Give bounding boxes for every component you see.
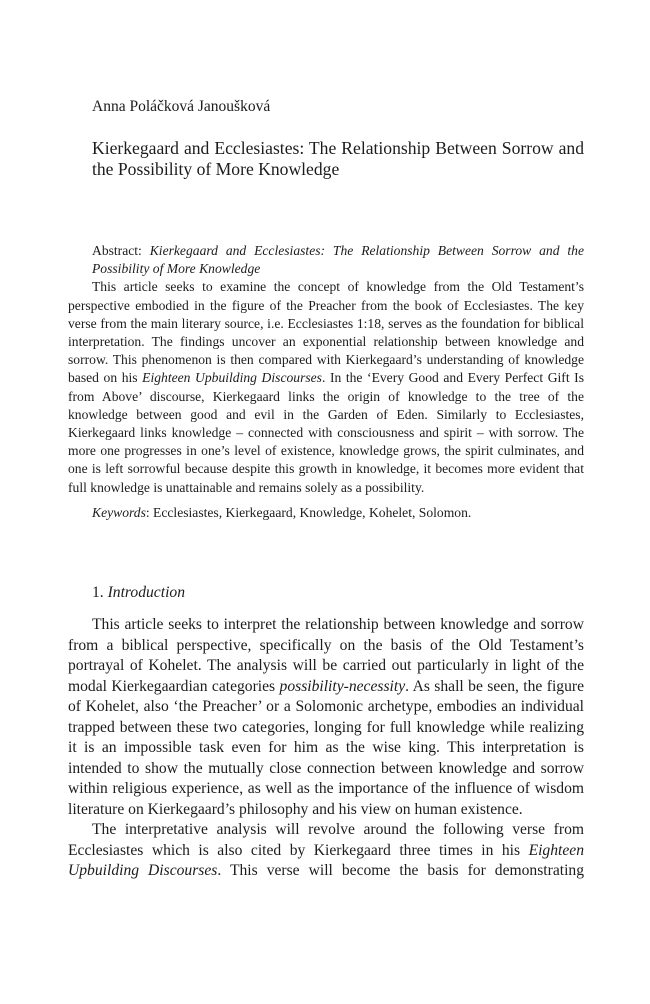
section-heading [92, 584, 185, 602]
keywords-list: : Ecclesiastes, Kierkegaard, Knowledge, Kohelet, Solomon. [145, 504, 472, 520]
p1-part1: This article seeks to interpret the relationship between knowledge and sorrow from a biblical perspective, specifically on the basis of the Old Testament’s portrayal of Kohelet. The analysis will be carried out particularly in light of the modal Kierkegaardian categories [68, 616, 584, 695]
body-paragraph-1 [68, 615, 584, 820]
p1-part2: . As shall be seen, the figure of Kohelet, also ‘the Preacher’ or a Solomonic archetype, embodies an individual trapped between these two categories, longing for full knowledge while realizing it is an impossible task even for him as the wise king. This interpretation is intended to show the mutually close connection between knowledge and sorrow within religious experience, as well as the importance of the influence of wisdom literature on Kierkegaard’s philosophy and his view on human existence. [68, 677, 584, 818]
p2-italic: Eighteen Upbuilding Discourses [68, 841, 584, 879]
abstract-text-part1: This article seeks to examine the concept of knowledge from the Old Testament’s perspective embodied in the figure of the Preacher from the book of Ecclesiastes. The key verse from the main literary source, i.e. Ecclesiastes 1:18, serves as the foundation for biblical interpretation. The findings uncover an exponential relationship between knowledge and sorrow. This phenomenon is then compared with Kierkegaard’s understanding of knowledge based on his [68, 279, 584, 386]
section-number: 1. [92, 584, 104, 601]
p2-part1: The interpretative analysis will revolve around the following verse from Ecclesiastes which is also cited by Kierkegaard three times in his [68, 821, 584, 859]
article-title: Kierkegaard and Ecclesiastes: The Relationship Between Sorrow and the Possibility of More Knowledge [92, 138, 584, 179]
abstract-label: Abstract: [92, 243, 142, 258]
author-name: Anna Poláčková Janoušková [92, 98, 271, 115]
p1-italic: possibility-necessity [279, 677, 406, 695]
abstract-text-part2: . In the ‘Every Good and Every Perfect Gift Is from Above’ discourse, Kierkegaard links the origin of knowledge to the tree of the knowledge between good and evil in the Garden of Eden. Similarly to Ecclesiastes, Kierkegaard links knowledge – connected with consciousness and spirit – with sorrow. The more one progresses in one’s level of existence, knowledge grows, the spirit culminates, and one is left sorrowful because despite this growth in knowledge, it becomes more evident that full knowledge is unattainable and remains solely as a possibility. [68, 370, 584, 495]
abstract-work-title: Eighteen Upbuilding Discourses [142, 370, 322, 386]
abstract-block [68, 242, 584, 522]
keywords-line [68, 504, 584, 522]
abstract-text [68, 278, 584, 496]
p2-part2: . This verse will become the basis for demonstrating [217, 862, 585, 879]
body-text [68, 615, 584, 882]
abstract-heading [68, 242, 584, 278]
body-paragraph-2 [68, 820, 584, 882]
keywords-label: Keywords [92, 504, 146, 520]
abstract-heading-title: Kierkegaard and Ecclesiastes: The Relationship Between Sorrow and the Possibility of More Knowledge [92, 243, 585, 277]
section-title: Introduction [107, 584, 185, 601]
